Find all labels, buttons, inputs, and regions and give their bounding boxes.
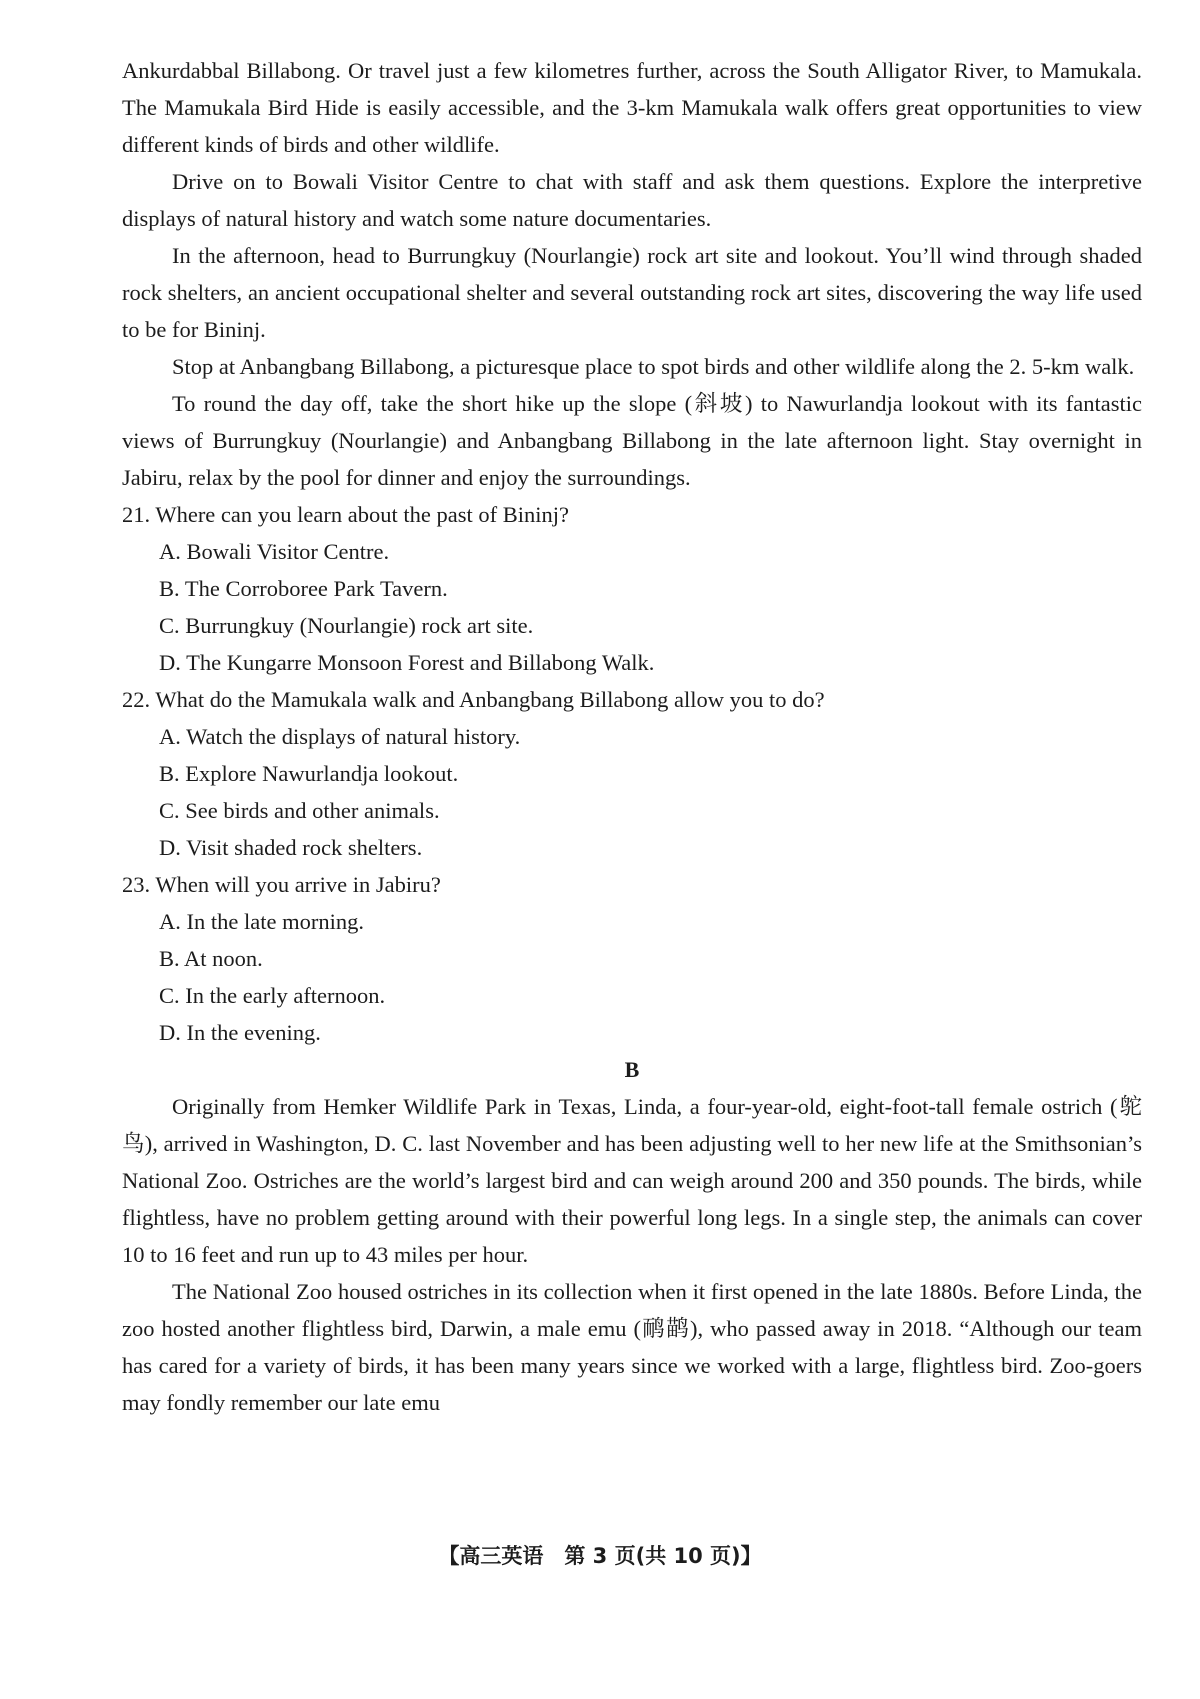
question-22-option-c: C. See birds and other animals. — [159, 798, 440, 823]
passage-a-paragraph-1: Ankurdabbal Billabong. Or travel just a few kilometres further, across the South Alligator River, to Mamukala. The Mamukala Bird Hide is easily accessible, and the 3-km Mamukala walk offers great opportunities to view different kinds of birds and other wildlife. — [122, 58, 1142, 157]
question-23-option-d: D. In the evening. — [159, 1020, 321, 1045]
passage-a-paragraph-2: Drive on to Bowali Visitor Centre to chat with staff and ask them questions. Explore the interpretive displays of natural history and watch some nature documentaries. — [122, 169, 1142, 231]
question-21-option-d: D. The Kungarre Monsoon Forest and Billabong Walk. — [159, 650, 655, 675]
page-content — [122, 52, 1142, 1421]
question-22-option-d: D. Visit shaded rock shelters. — [159, 835, 423, 860]
question-21-option-b: B. The Corroboree Park Tavern. — [159, 576, 448, 601]
question-22-option-a: A. Watch the displays of natural history. — [159, 724, 521, 749]
passage-a-paragraph-5: To round the day off, take the short hike up the slope (斜坡) to Nawurlandja lookout with its fantastic views of Burrungkuy (Nourlangie) and Anbangbang Billabong in the late afternoon light. Stay overnight in Jabiru, relax by the pool for dinner and enjoy the surroundings. — [122, 391, 1142, 490]
question-23-stem: 23. When will you arrive in Jabiru? — [122, 872, 441, 897]
passage-a-paragraph-4: Stop at Anbangbang Billabong, a picturesque place to spot birds and other wildlife along the 2. 5-km walk. — [172, 354, 1135, 379]
passage-b-paragraph-1: Originally from Hemker Wildlife Park in Texas, Linda, a four-year-old, eight-foot-tall female ostrich (鸵鸟), arrived in Washington, D. C. last November and has been adjusting well to her new life at the Smithsonian’s National Zoo. Ostriches are the world’s largest bird and can weigh around 200 and 350 pounds. The birds, while flightless, have no problem getting around with their powerful long legs. In a single step, the animals can cover 10 to 16 feet and run up to 43 miles per hour. — [122, 1094, 1142, 1267]
section-b-heading: B — [624, 1057, 640, 1082]
question-21-stem: 21. Where can you learn about the past of Bininj? — [122, 502, 569, 527]
question-23-option-a: A. In the late morning. — [159, 909, 364, 934]
question-23-option-c: C. In the early afternoon. — [159, 983, 386, 1008]
question-21-option-a: A. Bowali Visitor Centre. — [159, 539, 390, 564]
page-footer: 【高三英语 第 3 页(共 10 页)】 — [438, 1544, 762, 1568]
question-22-option-b: B. Explore Nawurlandja lookout. — [159, 761, 459, 786]
question-23-option-b: B. At noon. — [159, 946, 263, 971]
question-22-stem: 22. What do the Mamukala walk and Anbangbang Billabong allow you to do? — [122, 687, 825, 712]
passage-a-paragraph-3: In the afternoon, head to Burrungkuy (Nourlangie) rock art site and lookout. You’ll wind through shaded rock shelters, an ancient occupational shelter and several outstanding rock art sites, discovering the way life used to be for Bininj. — [122, 243, 1142, 342]
passage-b-paragraph-2: The National Zoo housed ostriches in its collection when it first opened in the late 1880s. Before Linda, the zoo hosted another flightless bird, Darwin, a male emu (鸸鹋), who passed away in 2018. “Although our team has cared for a variety of birds, it has been many years since we worked with a large, flightless bird. Zoo-goers may fondly remember our late emu — [122, 1279, 1142, 1415]
question-21-option-c: C. Burrungkuy (Nourlangie) rock art site. — [159, 613, 534, 638]
